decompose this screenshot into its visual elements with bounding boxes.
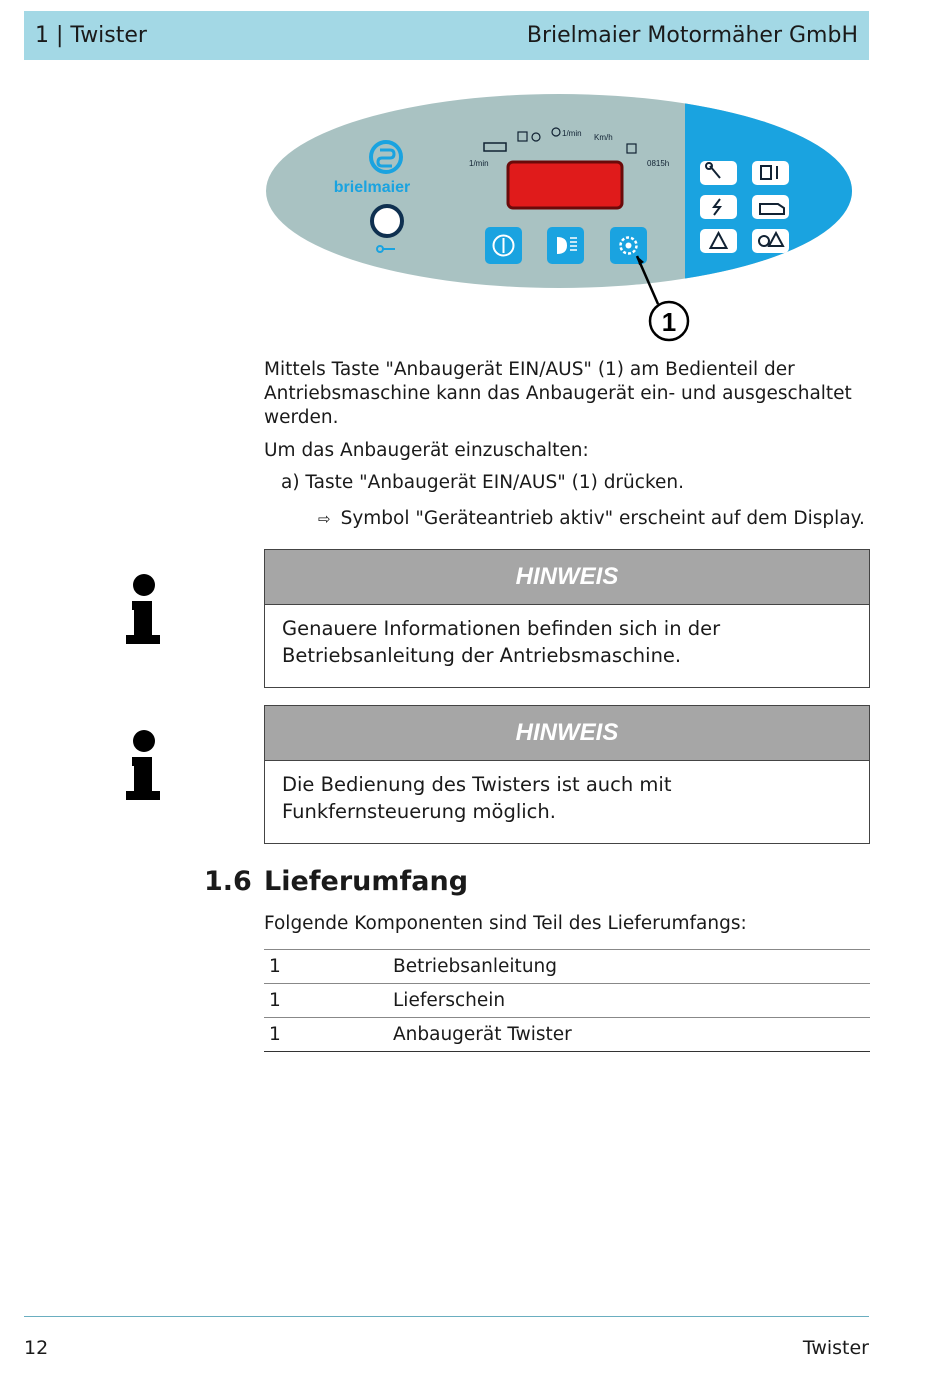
note-text: Die Bedienung des Twisters ist auch mit Funkfernsteuerung möglich. <box>282 773 672 823</box>
indicator-label: 1/min <box>469 159 489 168</box>
scope-of-delivery-table <box>264 949 870 1052</box>
item-cell: Anbaugerät Twister <box>388 1018 870 1052</box>
note-title: HINWEIS <box>265 550 869 605</box>
info-icon <box>121 730 165 802</box>
chapter-label: 1 | Twister <box>35 23 147 48</box>
step-a: a) Taste "Anbaugerät EIN/AUS" (1) drücken. <box>281 472 684 493</box>
light-button-icon <box>547 227 584 264</box>
page-number: 12 <box>24 1337 49 1359</box>
implement-on-off-button-icon <box>610 227 647 264</box>
brand-text: brielmaier <box>333 179 411 196</box>
lead-paragraph: Um das Anbaugerät einzuschalten: <box>264 440 589 461</box>
led-display <box>508 162 622 208</box>
power-button-icon <box>485 227 522 264</box>
note-title: HINWEIS <box>265 706 869 761</box>
section-title: Lieferumfang <box>264 866 469 897</box>
qty-cell: 1 <box>264 950 388 984</box>
footer-title: Twister <box>802 1337 869 1359</box>
qty-cell: 1 <box>264 1018 388 1052</box>
table-row <box>264 1018 870 1052</box>
key-switch-icon <box>372 206 402 236</box>
panel-blue-section <box>685 86 870 296</box>
section-intro: Folgende Komponenten sind Teil des Lieferumfangs: <box>264 913 747 934</box>
intro-paragraph: Mittels Taste "Anbaugerät EIN/AUS" (1) am Bedienteil der Antriebsmaschine kann das Anbaugerät ein- und ausgeschaltet werden. <box>264 359 852 428</box>
result-arrow-icon: ⇨ <box>318 510 331 528</box>
info-icon <box>121 574 165 646</box>
company-name: Brielmaier Motormäher GmbH <box>526 23 858 48</box>
note-box <box>264 549 870 688</box>
step-result <box>318 507 865 531</box>
result-text: Symbol "Geräteantrieb aktiv" erscheint auf dem Display. <box>340 508 865 529</box>
section-number: 1.6 <box>204 866 252 897</box>
indicator-label: Km/h <box>594 133 613 142</box>
note-text: Genauere Informationen befinden sich in der Betriebsanleitung der Antriebsmaschine. <box>282 617 721 667</box>
control-panel-illustration <box>264 86 870 346</box>
footer-divider <box>24 1316 869 1317</box>
qty-cell: 1 <box>264 984 388 1018</box>
indicator-label: 1/min <box>562 129 582 138</box>
table-row <box>264 950 870 984</box>
header-bar <box>24 11 869 60</box>
note-box <box>264 705 870 844</box>
service-warning-button-icon <box>752 229 789 253</box>
callout-number: 1 <box>661 307 677 337</box>
item-cell: Lieferschein <box>388 984 870 1018</box>
item-cell: Betriebsanleitung <box>388 950 870 984</box>
table-row <box>264 984 870 1018</box>
indicator-label: 0815h <box>647 159 670 168</box>
